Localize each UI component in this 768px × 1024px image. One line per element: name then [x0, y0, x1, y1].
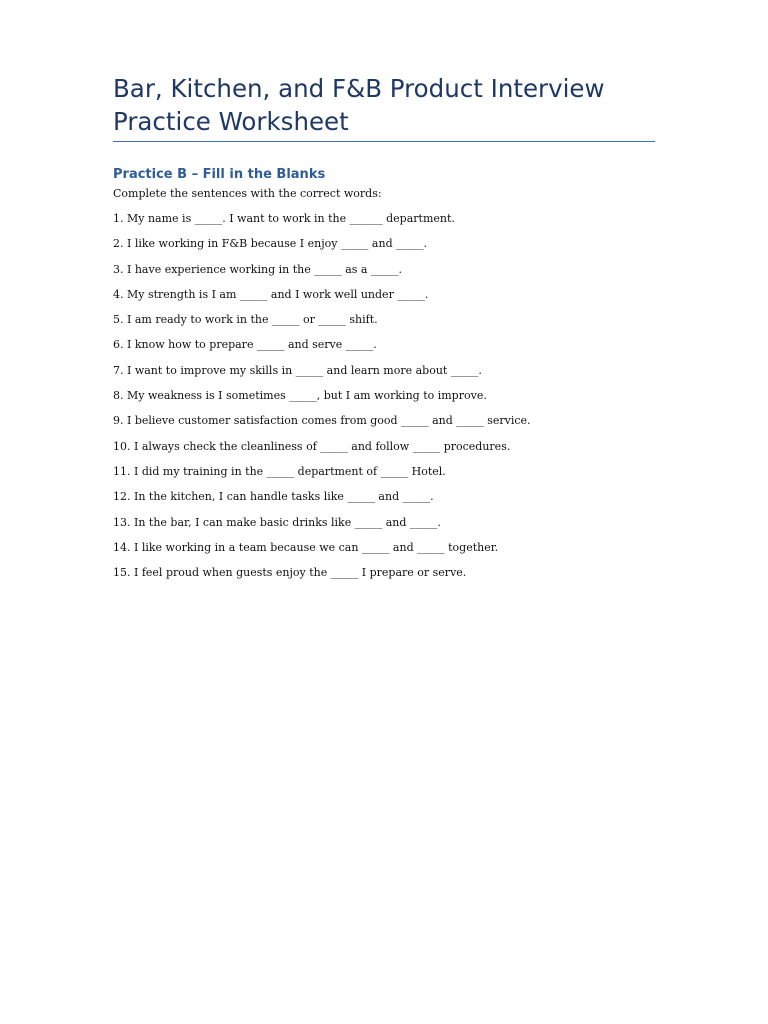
sentence-item: 3. I have experience working in the _____ as a _____. [113, 262, 402, 276]
sentence-list [113, 210, 531, 589]
sentence-item: 7. I want to improve my skills in _____ and learn more about _____. [113, 363, 482, 377]
sentence-item: 4. My strength is I am _____ and I work well under _____. [113, 287, 429, 301]
sentence-item: 10. I always check the cleanliness of _____ and follow _____ procedures. [113, 439, 511, 453]
page-title: Bar, Kitchen, and F&B Product Interview Practice Worksheet [113, 74, 605, 136]
sentence-item: 11. I did my training in the _____ department of _____ Hotel. [113, 464, 446, 478]
instructions-text: Complete the sentences with the correct words: [113, 187, 382, 200]
sentence-item: 1. My name is _____. I want to work in the ______ department. [113, 212, 455, 225]
sentence-item: 15. I feel proud when guests enjoy the _____ I prepare or serve. [113, 566, 467, 580]
sentence-item: 12. In the kitchen, I can handle tasks like _____ and _____. [113, 490, 434, 504]
sentence-item: 8. My weakness is I sometimes _____, but I am working to improve. [113, 389, 487, 403]
section-heading: Practice B – Fill in the Blanks [113, 167, 326, 182]
sentence-item: 5. I am ready to work in the _____ or _____ shift. [113, 313, 378, 327]
sentence-item: 2. I like working in F&B because I enjoy _____ and _____. [113, 237, 428, 251]
sentence-item: 13. In the bar, I can make basic drinks like _____ and _____. [113, 515, 441, 529]
title-underline-divider [113, 141, 655, 142]
sentence-item: 14. I like working in a team because we can _____ and _____ together. [113, 540, 499, 554]
sentence-item: 6. I know how to prepare _____ and serve _____. [113, 338, 377, 352]
sentence-item: 9. I believe customer satisfaction comes from good _____ and _____ service. [113, 414, 531, 428]
